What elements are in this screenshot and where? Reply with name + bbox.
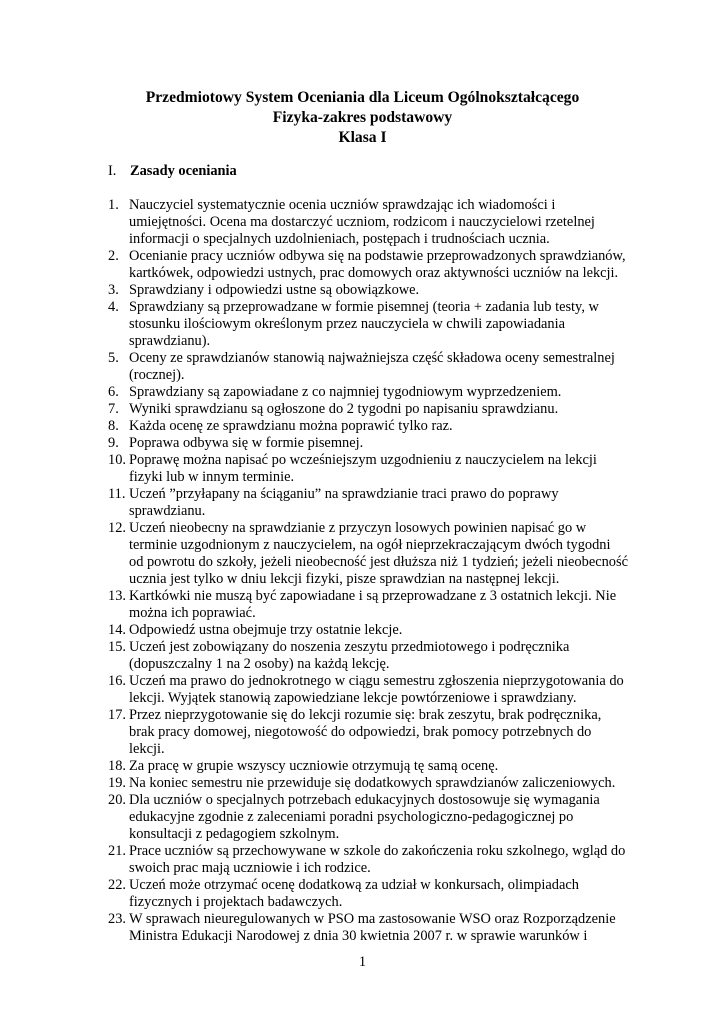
list-item-number: 13. xyxy=(108,588,126,604)
list-item-text: Kartkówki nie muszą być zapowiadane i są przeprowadzane z 3 ostatnich lekcji. Nie można ich poprawiać. xyxy=(129,588,617,621)
list-item-number: 15. xyxy=(108,639,126,655)
list-item-number: 21. xyxy=(108,843,126,859)
list-item-text: W sprawach nieuregulowanych w PSO ma zastosowanie WSO oraz Rozporządzenie Ministra Edukacji Narodowej z dnia 30 kwietnia 2007 r. w sprawie warunków i xyxy=(129,911,616,944)
list-item-number: 11. xyxy=(108,486,126,502)
list-item xyxy=(108,775,628,792)
list-item-text: Ocenianie pracy uczniów odbywa się na podstawie przeprowadzonych sprawdzianów, kartkówek, odpowiedzi ustnych, prac domowych oraz aktywności uczniów na lekcji. xyxy=(129,248,626,281)
list-item-text: Każda ocenę ze sprawdzianu można poprawić tylko raz. xyxy=(129,418,453,434)
list-item xyxy=(108,877,628,911)
list-item-number: 4. xyxy=(108,299,119,315)
list-item-number: 12. xyxy=(108,520,126,536)
list-item xyxy=(108,911,628,945)
list-item-text: Uczeń ma prawo do jednokrotnego w ciągu semestru zgłoszenia nieprzygotowania do lekcji. Wyjątek stanowią zapowiedziane lekcje powtórzeniowe i sprawdziany. xyxy=(129,673,624,706)
list-item-text: Uczeń jest zobowiązany do noszenia zeszytu przedmiotowego i podręcznika (dopuszczalny 1 na 2 osoby) na każdą lekcję. xyxy=(129,639,570,672)
list-item xyxy=(108,843,628,877)
list-item-text: Sprawdziany są przeprowadzane w formie pisemnej (teoria + zadania lub testy, w stosunku ilościowym określonym przez nauczyciela w chwili zapowiadania sprawdzianu). xyxy=(129,299,599,349)
list-item-number: 1. xyxy=(108,197,119,213)
list-item-number: 18. xyxy=(108,758,126,774)
list-item-text: Wyniki sprawdzianu są ogłoszone do 2 tygodni po napisaniu sprawdzianu. xyxy=(129,401,559,417)
list-item-text: Uczeń ”przyłapany na ściąganiu” na sprawdzianie traci prawo do poprawy sprawdzianu. xyxy=(129,486,559,519)
list-item-number: 5. xyxy=(108,350,119,366)
list-item xyxy=(108,350,628,384)
list-item-number: 10. xyxy=(108,452,126,468)
list-item-number: 16. xyxy=(108,673,126,689)
list-item xyxy=(108,639,628,673)
section-title: Zasady oceniania xyxy=(130,163,237,179)
list-item-text: Za pracę w grupie wszyscy uczniowie otrzymują tę samą ocenę. xyxy=(129,758,499,774)
list-item-number: 3. xyxy=(108,282,119,298)
list-item-text: Prace uczniów są przechowywane w szkole do zakończenia roku szkolnego, wgląd do swoich prac mają uczniowie i ich rodzice. xyxy=(129,843,626,876)
list-item xyxy=(108,418,628,435)
list-item-number: 19. xyxy=(108,775,126,791)
document-subtitle: Fizyka-zakres podstawowy xyxy=(272,109,453,126)
list-item-text: Sprawdziany są zapowiadane z co najmniej tygodniowym wyprzedzeniem. xyxy=(129,384,562,400)
list-item-number: 20. xyxy=(108,792,126,808)
list-item-text: Poprawę można napisać po wcześniejszym uzgodnieniu z nauczycielem na lekcji fizyki lub w innym terminie. xyxy=(129,452,597,485)
list-item-text: Uczeń może otrzymać ocenę dodatkową za udział w konkursach, olimpiadach fizycznych i projektach badawczych. xyxy=(129,877,579,910)
list-item xyxy=(108,486,628,520)
list-item-text: Na koniec semestru nie przewiduje się dodatkowych sprawdzianów zaliczeniowych. xyxy=(129,775,616,791)
section-number: I. xyxy=(108,163,117,179)
list-item-text: Sprawdziany i odpowiedzi ustne są obowiązkowe. xyxy=(129,282,420,298)
list-item xyxy=(108,248,628,282)
list-item-number: 7. xyxy=(108,401,119,417)
list-item xyxy=(108,758,628,775)
list-item-number: 17. xyxy=(108,707,126,723)
list-item xyxy=(108,588,628,622)
section-heading xyxy=(108,163,237,180)
list-item-number: 23. xyxy=(108,911,126,927)
list-item xyxy=(108,401,628,418)
document-title: Przedmiotowy System Oceniania dla Liceum Ogólnokształcącego xyxy=(145,89,580,106)
list-item-number: 8. xyxy=(108,418,119,434)
list-item-number: 22. xyxy=(108,877,126,893)
list-item-text: Przez nieprzygotowanie się do lekcji rozumie się: brak zeszytu, brak podręcznika, brak pracy domowej, niegotowość do odpowiedzi, brak pomocy potrzebnych do lekcji. xyxy=(129,707,602,757)
list-item-text: Odpowiedź ustna obejmuje trzy ostatnie lekcje. xyxy=(129,622,403,638)
list-item xyxy=(108,707,628,758)
list-item-text: Poprawa odbywa się w formie pisemnej. xyxy=(129,435,364,451)
list-item xyxy=(108,384,628,401)
page-number: 1 xyxy=(358,954,367,970)
rules-list xyxy=(108,197,628,945)
list-item xyxy=(108,452,628,486)
list-item xyxy=(108,282,628,299)
list-item-text: Dla uczniów o specjalnych potrzebach edukacyjnych dostosowuje się wymagania edukacyjne zgodnie z zaleceniami poradni psychologiczno-pedagogicznej po konsultacji z pedagogiem szkolnym. xyxy=(129,792,600,842)
list-item xyxy=(108,673,628,707)
list-item xyxy=(108,520,628,588)
list-item-number: 14. xyxy=(108,622,126,638)
list-item-text: Oceny ze sprawdzianów stanowią najważniejsza część składowa oceny semestralnej (rocznej). xyxy=(129,350,615,383)
list-item-text: Nauczyciel systematycznie ocenia uczniów sprawdzając ich wiadomości i umiejętności. Ocena ma dostarczyć uczniom, rodzicom i nauczycielowi rzetelnej informacji o specjalnych uzdolnieniach, postępach i trudnościach ucznia. xyxy=(129,197,595,247)
document-class-label: Klasa I xyxy=(338,129,387,146)
list-item xyxy=(108,197,628,248)
list-item xyxy=(108,299,628,350)
list-item xyxy=(108,792,628,843)
list-item-number: 2. xyxy=(108,248,119,264)
list-item-number: 9. xyxy=(108,435,119,451)
list-item-text: Uczeń nieobecny na sprawdzianie z przyczyn losowych powinien napisać go w terminie uzgodnionym z nauczycielem, na ogół nieprzekraczającym dwóch tygodni od powrotu do szkoły, jeżeli nieobecność jest dłuższa niż 1 tydzień; jeżeli nieobecność ucznia jest tylko w dniu lekcji fizyki, pisze sprawdzian na następnej lekcji. xyxy=(129,520,628,587)
list-item xyxy=(108,622,628,639)
list-item-number: 6. xyxy=(108,384,119,400)
list-item xyxy=(108,435,628,452)
